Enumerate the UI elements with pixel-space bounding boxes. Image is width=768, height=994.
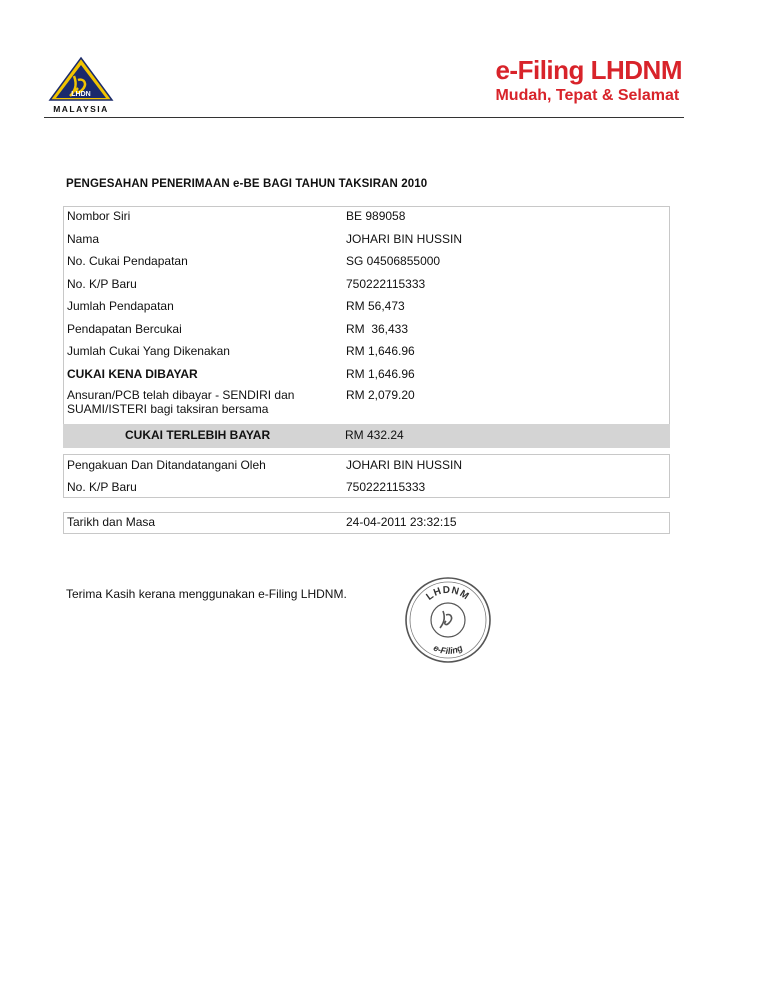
detail-value: RM 1,646.96 [346, 344, 415, 358]
timestamp-label: Tarikh dan Masa [67, 515, 156, 529]
stamp-text-top: LHDNM [424, 584, 472, 603]
detail-row [64, 320, 669, 342]
detail-value: RM 1,646.96 [346, 367, 415, 381]
document-title: PENGESAHAN PENERIMAAN e-BE BAGI TAHUN TAKSIRAN 2010 [66, 178, 428, 190]
header-divider [44, 117, 684, 118]
detail-row-tax-payable [64, 365, 669, 387]
detail-row [64, 297, 669, 320]
lhdn-logo-icon [44, 56, 118, 116]
detail-row [64, 230, 669, 252]
declaration-row [64, 477, 669, 499]
declaration-value: JOHARI BIN HUSSIN [346, 458, 463, 472]
timestamp-box [63, 512, 670, 534]
detail-label: No. Cukai Pendapatan [67, 254, 188, 268]
declaration-label: No. K/P Baru [67, 480, 137, 494]
brand-title: e-Filing LHDNM [495, 55, 682, 85]
details-box [63, 206, 670, 425]
detail-value: RM 2,079.20 [346, 388, 415, 402]
declaration-label: Pengakuan Dan Ditandatangani Oleh [67, 458, 266, 472]
brand-tagline: Mudah, Tepat & Selamat [495, 87, 680, 104]
logo-text-bottom: MALAYSIA [53, 104, 109, 114]
stamp-text-bottom: e-Filing [431, 642, 465, 657]
detail-value: SG 04506855000 [346, 254, 441, 268]
declaration-row [64, 455, 669, 477]
svg-text:LHDNM [424, 585, 471, 603]
detail-label-line2: SUAMI/ISTERI bagi taksiran bersama [67, 402, 269, 416]
detail-label: Pendapatan Bercukai [67, 322, 182, 336]
declaration-box [63, 454, 670, 498]
detail-row-installment [64, 387, 669, 423]
detail-value: RM 36,433 [346, 322, 409, 336]
detail-row [64, 275, 669, 297]
overpaid-tax-value: RM 432.24 [345, 428, 404, 442]
detail-value: 750222115333 [346, 277, 426, 291]
timestamp-value: 24-04-2011 23:32:15 [346, 515, 457, 529]
thanks-message: Terima Kasih kerana menggunakan e-Filing LHDNM. [66, 587, 347, 601]
detail-row [64, 207, 669, 230]
brand-block [495, 56, 682, 106]
overpaid-tax-label: CUKAI TERLEBIH BAYAR [125, 428, 271, 442]
detail-label: Nama [67, 232, 100, 246]
detail-label: CUKAI KENA DIBAYAR [67, 367, 198, 381]
detail-value: BE 989058 [346, 209, 406, 223]
detail-label: Nombor Siri [67, 209, 131, 223]
declaration-value: 750222115333 [346, 480, 426, 494]
detail-label: No. K/P Baru [67, 277, 137, 291]
detail-label-line1: Ansuran/PCB telah dibayar - SENDIRI dan [67, 388, 295, 402]
detail-label: Jumlah Cukai Yang Dikenakan [67, 344, 230, 358]
svg-text:e-Filing [432, 642, 465, 656]
overpaid-tax-row [63, 424, 670, 448]
detail-value: RM 56,473 [346, 299, 405, 313]
logo-text-top: LHDN [71, 91, 91, 98]
timestamp-row [64, 513, 669, 535]
lhdnm-efiling-stamp-icon [403, 575, 493, 665]
detail-row [64, 252, 669, 275]
detail-row [64, 342, 669, 365]
detail-value: JOHARI BIN HUSSIN [346, 232, 463, 246]
detail-label: Jumlah Pendapatan [67, 299, 174, 313]
